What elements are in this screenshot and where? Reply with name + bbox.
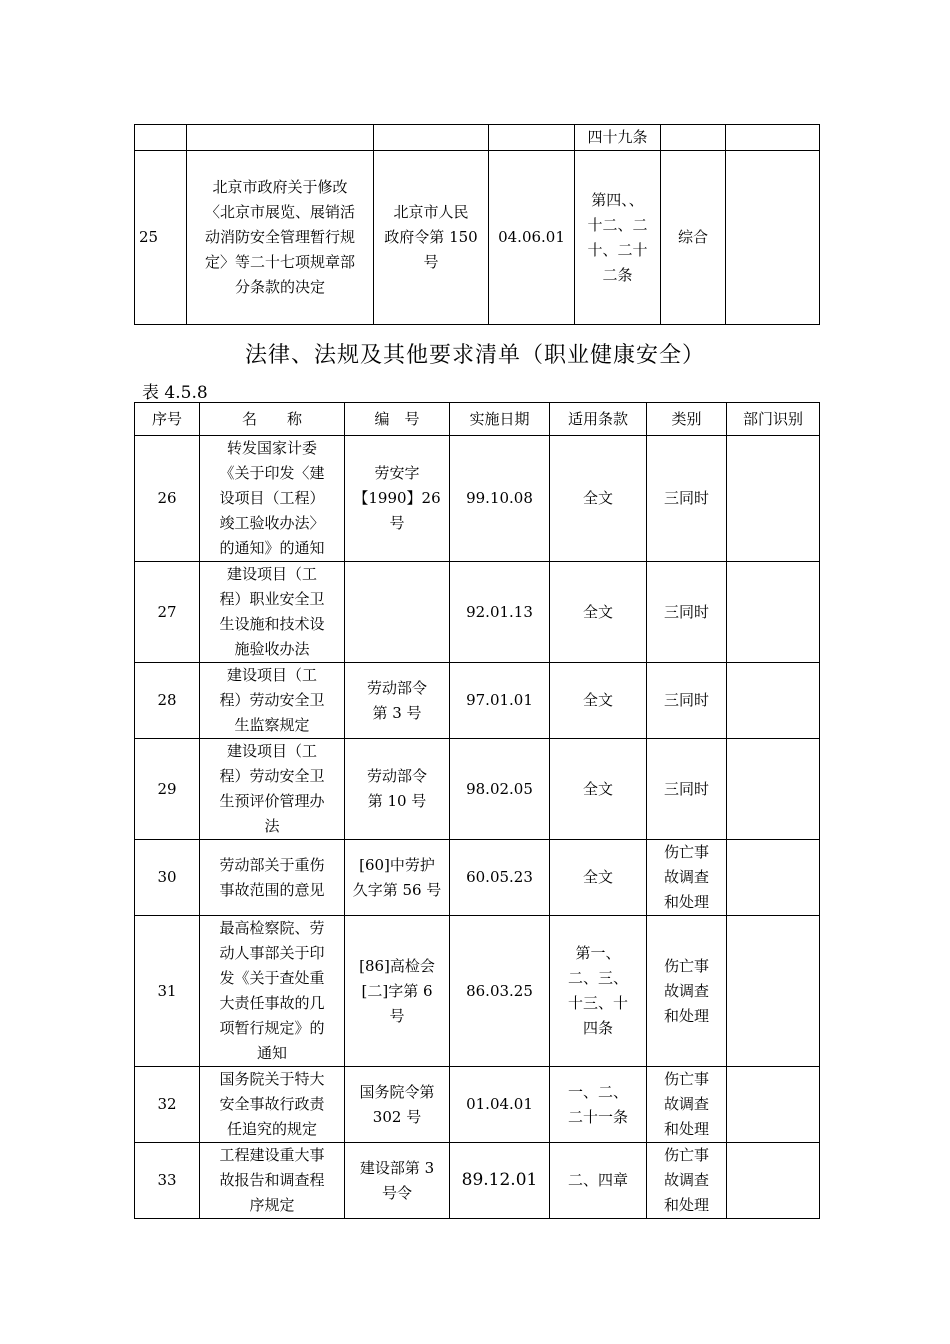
effective-date: 97.01.01: [450, 663, 550, 739]
header-department: 部门识别: [727, 403, 820, 436]
table-row: [135, 840, 820, 916]
header-name: 名 称: [200, 403, 345, 436]
regulation-code: [60]中劳护 久字第 56 号: [345, 840, 450, 916]
effective-date: 04.06.01: [489, 151, 575, 325]
effective-date: 86.03.25: [450, 916, 550, 1067]
regulation-name: 建设项目（工 程）劳动安全卫 生监察规定: [200, 663, 345, 739]
section-title: 法律、法规及其他要求清单（职业健康安全）: [244, 343, 705, 368]
category: 三同时: [647, 663, 727, 739]
category: 三同时: [647, 562, 727, 663]
applicable-clauses: 第四、、 十二、二 十、二十 二条: [575, 151, 661, 325]
department-identification: [727, 916, 820, 1067]
category: 综合: [661, 151, 726, 325]
table-row: [135, 125, 820, 151]
regulation-code: [345, 562, 450, 663]
table-row: [135, 151, 820, 325]
category: 三同时: [647, 436, 727, 562]
applicable-clauses: 全文: [550, 663, 647, 739]
row-number: 32: [135, 1067, 200, 1143]
header-category: 类别: [647, 403, 727, 436]
department-identification: [726, 151, 820, 325]
regulation-name: 建设项目（工 程）职业安全卫 生设施和技术设 施验收办法: [200, 562, 345, 663]
header-clauses: 适用条款: [550, 403, 647, 436]
effective-date: 99.10.08: [450, 436, 550, 562]
header-date: 实施日期: [450, 403, 550, 436]
header-no: 序号: [135, 403, 200, 436]
regulation-code: 国务院令第 302 号: [345, 1067, 450, 1143]
row-number: 28: [135, 663, 200, 739]
department-identification: [727, 739, 820, 840]
applicable-clauses: 全文: [550, 739, 647, 840]
applicable-clauses: 全文: [550, 436, 647, 562]
department-identification: [727, 1067, 820, 1143]
applicable-clauses: 一、二、 二十一条: [550, 1067, 647, 1143]
table-row: [135, 739, 820, 840]
effective-date: 60.05.23: [450, 840, 550, 916]
regulation-code: 劳安字 【1990】26 号: [345, 436, 450, 562]
table-row: [135, 436, 820, 562]
table-row: [135, 663, 820, 739]
department-identification: [727, 663, 820, 739]
category: 伤亡事 故调查 和处理: [647, 1143, 727, 1219]
effective-date: 98.02.05: [450, 739, 550, 840]
category: 伤亡事 故调查 和处理: [647, 840, 727, 916]
category: 伤亡事 故调查 和处理: [647, 916, 727, 1067]
row-number: 25: [135, 151, 187, 325]
row-number: 29: [135, 739, 200, 840]
applicable-clauses: 全文: [550, 562, 647, 663]
clause-cell: 四十九条: [575, 125, 661, 151]
regulation-code: 劳动部令 第 10 号: [345, 739, 450, 840]
regulation-code: 建设部第 3 号令: [345, 1143, 450, 1219]
effective-date: 92.01.13: [450, 562, 550, 663]
regulation-name: 国务院关于特大 安全事故行政责 任追究的规定: [200, 1067, 345, 1143]
department-identification: [727, 436, 820, 562]
category: 三同时: [647, 739, 727, 840]
effective-date: 89.12.01: [450, 1143, 550, 1219]
applicable-clauses: 全文: [550, 840, 647, 916]
table-row: [135, 1067, 820, 1143]
table-row: [135, 1143, 820, 1219]
department-identification: [727, 562, 820, 663]
table-row: [135, 562, 820, 663]
ohs-regulations-table: [134, 402, 820, 1219]
continued-regulations-table: [134, 124, 820, 325]
row-number: 31: [135, 916, 200, 1067]
table-row: [135, 916, 820, 1067]
regulation-name: 建设项目（工 程）劳动安全卫 生预评价管理办 法: [200, 739, 345, 840]
category: 伤亡事 故调查 和处理: [647, 1067, 727, 1143]
regulation-code: 劳动部令 第 3 号: [345, 663, 450, 739]
department-identification: [727, 1143, 820, 1219]
row-number: 27: [135, 562, 200, 663]
regulation-name: 转发国家计委 《关于印发〈建 设项目（工程） 竣工验收办法〉 的通知》的通知: [200, 436, 345, 562]
table-number: 表 4.5.8: [142, 383, 208, 403]
regulation-name: 最高检察院、劳 动人事部关于印 发《关于查处重 大责任事故的几 项暂行规定》的 通知: [200, 916, 345, 1067]
row-number: 30: [135, 840, 200, 916]
applicable-clauses: 二、四章: [550, 1143, 647, 1219]
applicable-clauses: 第一、 二、三、 十三、十 四条: [550, 916, 647, 1067]
row-number: 33: [135, 1143, 200, 1219]
row-number: 26: [135, 436, 200, 562]
header-code: 编 号: [345, 403, 450, 436]
department-identification: [727, 840, 820, 916]
effective-date: 01.04.01: [450, 1067, 550, 1143]
regulation-name: 工程建设重大事 故报告和调查程 序规定: [200, 1143, 345, 1219]
header-row: [135, 403, 820, 436]
regulation-name: 北京市政府关于修改 〈北京市展览、展销活 动消防安全管理暂行规 定〉等二十七项规章部 分条款的决定: [187, 151, 374, 325]
regulation-code: 北京市人民 政府令第 150 号: [374, 151, 489, 325]
regulation-code: [86]高检会 [二]字第 6 号: [345, 916, 450, 1067]
regulation-name: 劳动部关于重伤 事故范围的意见: [200, 840, 345, 916]
